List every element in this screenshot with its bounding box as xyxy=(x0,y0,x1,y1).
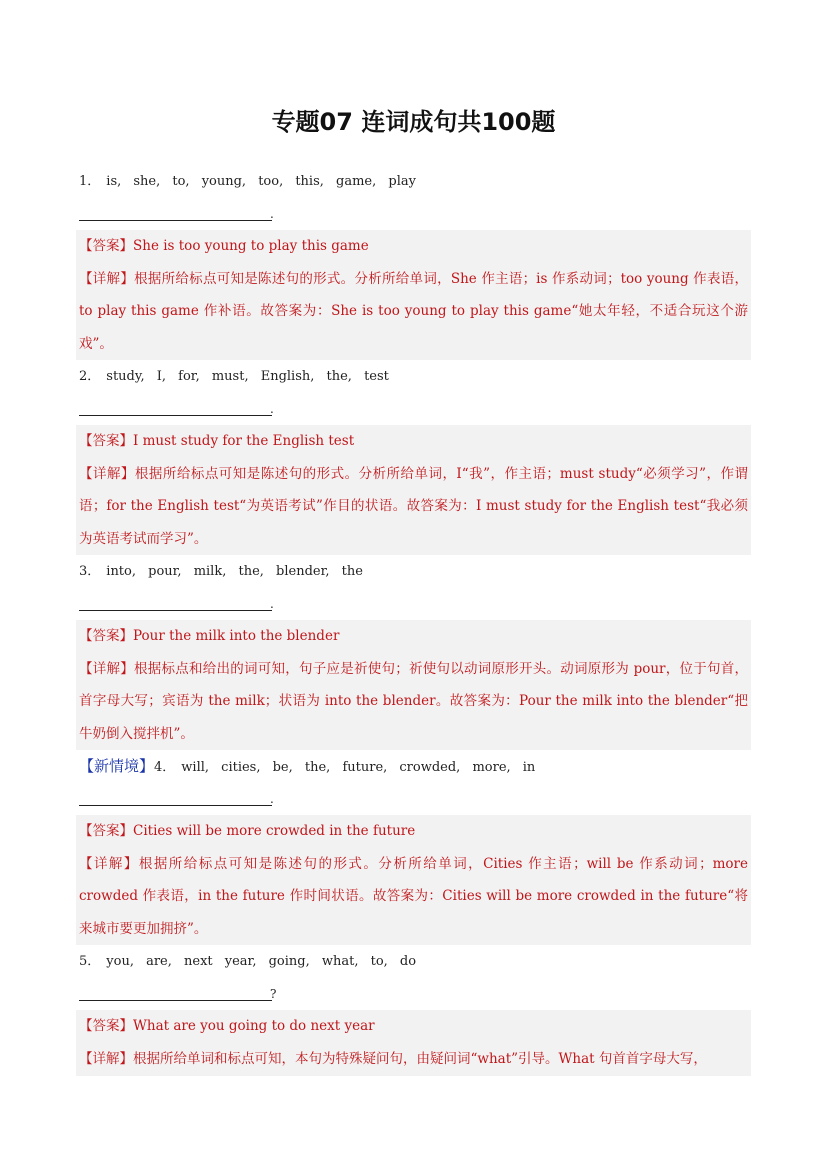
answer-line xyxy=(79,815,748,848)
explanation-line xyxy=(79,848,748,946)
explanation-line xyxy=(79,1043,748,1076)
answer-blank-5[interactable] xyxy=(79,980,272,1001)
answer-box-5 xyxy=(76,1010,751,1076)
answer-box-1 xyxy=(76,230,751,360)
question-words: study, I, for, must, English, the, test xyxy=(106,369,389,384)
answer-blank-4[interactable] xyxy=(79,785,272,806)
answer-box-3 xyxy=(76,620,751,750)
explanation-text: 根据标点和给出的词可知，句子应是祈使句；祈使句以动词原形开头。动词原形为 pour，位于句首，首字母大写；宾语为 the milk；状语为 into the blender。故答案为：Pour the milk into the blender“把牛奶倒入搅拌机”。 xyxy=(79,660,749,742)
answer-text: Cities will be more crowded in the future xyxy=(133,823,416,839)
question-words: into, pour, milk, the, blender, the xyxy=(106,564,363,579)
explanation-text: 根据所给标点可知是陈述句的形式。分析所给单词，She 作主语；is 作系动词；too young 作表语，to play this game 作补语。故答案为：She is too young to play this game“她太年轻，不适合玩这个游戏”。 xyxy=(79,270,748,352)
answer-blank-2[interactable] xyxy=(79,395,272,416)
answer-line xyxy=(79,1010,748,1043)
answer-tag: 【答案】 xyxy=(79,823,133,839)
answer-tag: 【答案】 xyxy=(79,238,133,254)
answer-text: What are you going to do next year xyxy=(133,1018,375,1034)
question-number: 4． xyxy=(154,760,176,775)
answer-text: I must study for the English test xyxy=(133,433,355,449)
question-words: is, she, to, young, too, this, game, play xyxy=(106,174,416,189)
answer-tag: 【答案】 xyxy=(79,433,133,449)
question-words: will, cities, be, the, future, crowded, more, in xyxy=(181,760,536,775)
question-4 xyxy=(79,756,535,778)
question-number: 1． xyxy=(79,174,101,189)
explanation-text: 根据所给标点可知是陈述句的形式。分析所给单词，I“我”，作主语；must study“必须学习”，作谓语；for the English test“为英语考试”作目的状语。故答案为：I must study for the English test“我必须为英语考试而学习”。 xyxy=(79,465,748,547)
explain-tag: 【详解】 xyxy=(79,465,135,482)
answer-text: She is too young to play this game xyxy=(133,238,369,254)
explain-tag: 【详解】 xyxy=(79,855,139,872)
answer-line xyxy=(79,425,748,458)
explanation-line xyxy=(79,653,748,751)
explain-tag: 【详解】 xyxy=(79,660,135,677)
answer-text: Pour the milk into the blender xyxy=(133,628,340,644)
explain-tag: 【详解】 xyxy=(79,1050,133,1067)
explanation-line xyxy=(79,458,748,556)
explanation-text: 根据所给单词和标点可知，本句为特殊疑问句，由疑问词“what”引导。What 句首首字母大写， xyxy=(133,1050,707,1067)
blank-punctuation: . xyxy=(270,207,274,221)
question-number: 5． xyxy=(79,954,101,969)
blank-punctuation: . xyxy=(270,402,274,416)
answer-blank-3[interactable] xyxy=(79,590,272,611)
answer-line xyxy=(79,620,748,653)
answer-tag: 【答案】 xyxy=(79,1018,133,1034)
question-number: 2． xyxy=(79,369,101,384)
question-words: you, are, next year, going, what, to, do xyxy=(106,954,417,969)
blank-punctuation: ? xyxy=(270,987,277,1001)
explanation-text: 根据所给标点可知是陈述句的形式。分析所给单词，Cities 作主语；will be 作系动词；more crowded 作表语，in the future 作时间状语。故答案为：Cities will be more crowded in the future“将来城市要更加拥挤”。 xyxy=(79,855,748,937)
new-context-badge: 【新情境】 xyxy=(79,757,155,775)
blank-punctuation: . xyxy=(270,597,274,611)
blank-punctuation: . xyxy=(270,792,274,806)
answer-tag: 【答案】 xyxy=(79,628,133,644)
explanation-line xyxy=(79,263,748,361)
explain-tag: 【详解】 xyxy=(79,270,135,287)
question-3 xyxy=(79,562,363,582)
question-2 xyxy=(79,367,389,387)
answer-blank-1[interactable] xyxy=(79,200,272,221)
question-5 xyxy=(79,952,416,972)
page-title: 专题07 连词成句共100题 xyxy=(271,108,556,136)
answer-box-4 xyxy=(76,815,751,945)
answer-box-2 xyxy=(76,425,751,555)
question-1 xyxy=(79,172,416,192)
answer-line xyxy=(79,230,748,263)
question-number: 3． xyxy=(79,564,101,579)
